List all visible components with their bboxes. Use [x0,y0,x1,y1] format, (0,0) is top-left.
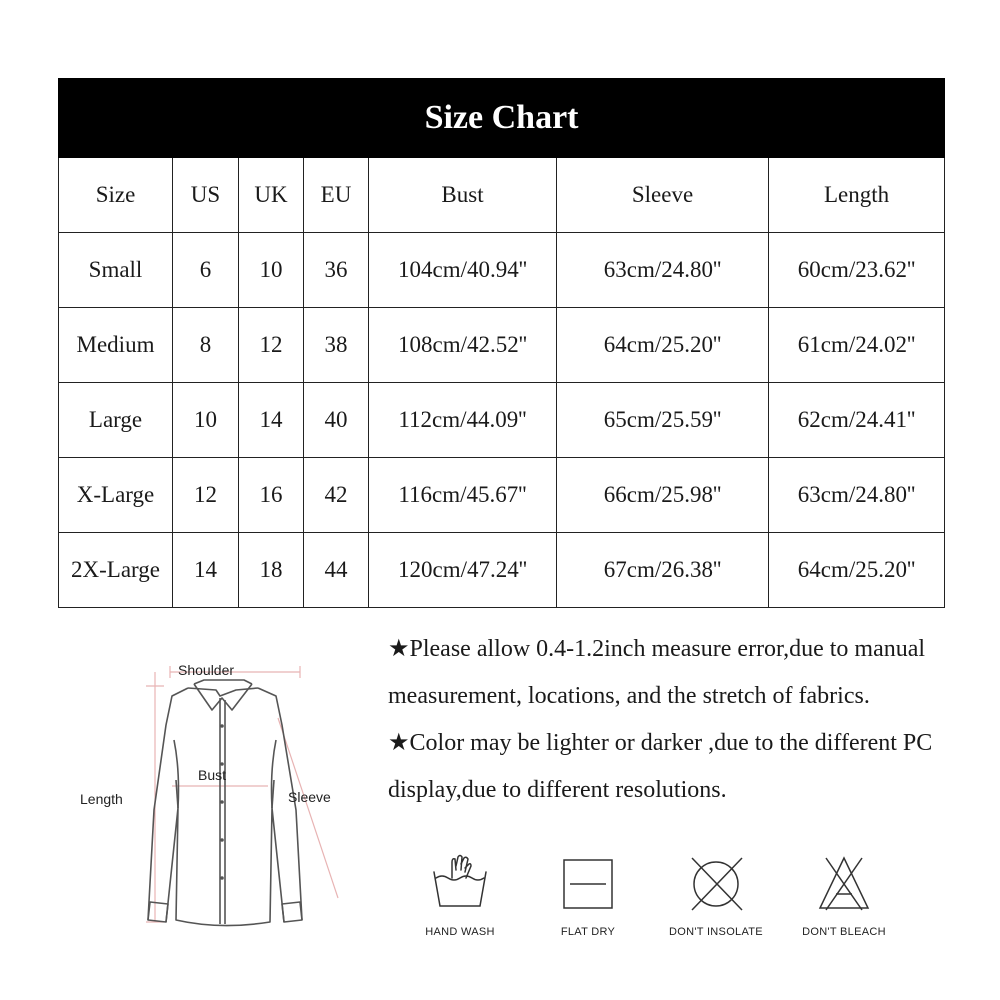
cell-eu: 40 [304,383,369,458]
measurement-diagram [70,630,370,930]
cell-sleeve: 64cm/25.20'' [557,308,769,383]
care-dont-insolate [656,852,776,938]
header-length: Length [769,158,945,233]
cell-size: X-Large [59,458,173,533]
header-bust: Bust [369,158,557,233]
header-size: Size [59,158,173,233]
care-dont-bleach [784,852,904,938]
cell-bust: 112cm/44.09'' [369,383,557,458]
cell-size: Large [59,383,173,458]
header-sleeve: Sleeve [557,158,769,233]
hand-wash-icon [428,852,492,912]
cell-length: 62cm/24.41'' [769,383,945,458]
cell-eu: 42 [304,458,369,533]
cell-bust: 104cm/40.94'' [369,233,557,308]
table-title: Size Chart [59,79,945,158]
care-hand-wash [400,852,520,938]
cell-us: 10 [173,383,239,458]
care-flat-dry [528,852,648,938]
care-label: DON'T BLEACH [802,926,886,938]
cell-sleeve: 65cm/25.59'' [557,383,769,458]
cell-uk: 16 [239,458,304,533]
table-row [59,533,945,608]
length-label: Length [80,791,123,807]
care-label: HAND WASH [425,926,495,938]
dont-insolate-icon [684,852,748,912]
cell-eu: 44 [304,533,369,608]
header-eu: EU [304,158,369,233]
cell-bust: 116cm/45.67'' [369,458,557,533]
table-row [59,233,945,308]
shoulder-label: Shoulder [178,662,235,678]
cell-uk: 12 [239,308,304,383]
bust-label: Bust [198,767,227,783]
cell-length: 61cm/24.02'' [769,308,945,383]
care-label: FLAT DRY [560,926,616,938]
cell-size: Small [59,233,173,308]
cell-eu: 38 [304,308,369,383]
size-chart-table [58,78,944,608]
note-measure-error: ★Please allow 0.4-1.2inch measure error,due to manual measurement, locations, and the stretch of fabrics. [388,636,926,709]
cell-bust: 108cm/42.52'' [369,308,557,383]
cell-sleeve: 63cm/24.80'' [557,233,769,308]
care-label: DON'T INSOLATE [669,926,763,938]
cell-sleeve: 67cm/26.38'' [557,533,769,608]
cell-eu: 36 [304,233,369,308]
cell-uk: 14 [239,383,304,458]
cell-size: 2X-Large [59,533,173,608]
header-us: US [173,158,239,233]
cell-size: Medium [59,308,173,383]
table-row [59,308,945,383]
cell-sleeve: 66cm/25.98'' [557,458,769,533]
cell-us: 8 [173,308,239,383]
sleeve-label: Sleeve [288,789,331,805]
dont-bleach-icon [812,852,876,912]
header-uk: UK [239,158,304,233]
cell-length: 60cm/23.62'' [769,233,945,308]
cell-uk: 10 [239,233,304,308]
cell-us: 14 [173,533,239,608]
care-instructions [400,852,920,952]
cell-bust: 120cm/47.24'' [369,533,557,608]
cell-length: 63cm/24.80'' [769,458,945,533]
cell-us: 12 [173,458,239,533]
flat-dry-icon [556,852,620,912]
note-color: ★Color may be lighter or darker ,due to the different PC display,due to different resolutions. [388,730,933,803]
header-row [59,158,945,233]
cell-length: 64cm/25.20'' [769,533,945,608]
notes-section [388,626,978,814]
table-row [59,458,945,533]
cell-us: 6 [173,233,239,308]
cell-uk: 18 [239,533,304,608]
shirt-diagram-icon [70,630,370,930]
table-row [59,383,945,458]
